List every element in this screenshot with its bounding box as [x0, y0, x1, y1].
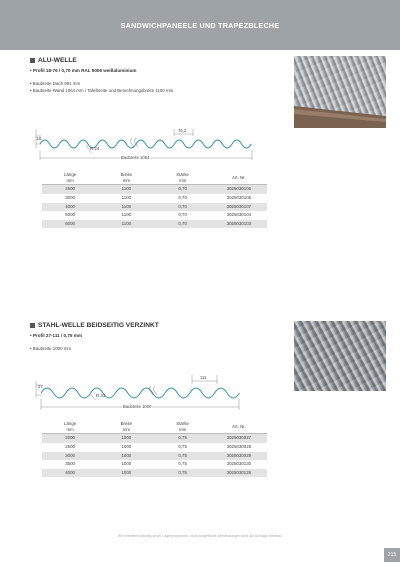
dimension-radius-label: R 24 — [90, 146, 100, 151]
section-title-alu-welle: ALU-WELLE — [30, 57, 77, 64]
profile-diagram-stahl-welle — [34, 372, 264, 417]
column-header-length: Länge mm — [64, 172, 77, 183]
page-header-title: SANDWICHPANEELE UND TRAPEZBLECHE — [120, 20, 280, 30]
section-spec: • Profil 18-76 / 0,70 mm RAL 9006 weißaluminium — [30, 68, 137, 73]
table-header-row — [42, 171, 267, 185]
table-row: 4000 1100 0,70 3025030107 — [42, 203, 267, 212]
corrugated-sheet-image — [294, 321, 386, 391]
table-row: 3000 1000 0,75 3025030029 — [42, 452, 267, 461]
dimension-pitch-label: 76,2 — [178, 128, 187, 133]
column-header-article-number: Art. Nr. — [232, 175, 246, 180]
product-photo-stahl-welle — [294, 321, 386, 391]
column-header-width: Breite mm — [120, 172, 133, 183]
table-row: 3500 1000 0,75 3025030130 — [65, 461, 252, 467]
column-header-width: Breite mm — [120, 421, 133, 432]
column-header-thickness: Stärke mm — [176, 172, 189, 183]
product-table-stahl-welle — [42, 420, 267, 477]
table-header-row — [42, 420, 267, 434]
square-bullet-icon — [30, 58, 35, 63]
square-bullet-icon — [30, 323, 35, 328]
table-row: 2000 1000 0,75 3025030027 — [42, 434, 267, 443]
bullet-item: • Baubreite 1000 mm — [30, 346, 72, 351]
corrugated-sheet-image — [294, 56, 386, 128]
dimension-width-label: Baubreite 1000 — [123, 404, 152, 409]
bullet-item: • Baubreite Wand 1064 mm / Tafelbreite und Berechnungsbreite 1100 mm — [30, 88, 174, 93]
table-row: 6000 1100 0,70 3025030103 — [42, 220, 267, 229]
table-row: 2500 1100 0,70 3025030106 — [42, 185, 267, 194]
profile-diagram-alu-welle — [34, 126, 264, 169]
dimension-width-label: Baubreite 1064 — [121, 155, 150, 160]
section-title-stahl-welle: STAHL-WELLE BEIDSEITIG VERZINKT — [30, 322, 159, 329]
dimension-height-label: 18 — [36, 136, 41, 141]
table-row: 2500 1000 0,75 3025030028 — [65, 444, 252, 449]
table-row: 3000 1100 0,70 3025030105 — [65, 195, 252, 200]
footer-note: Wir erweitern ständig unser Lagerprogramm, nicht aufgeführte Abmessungen sind auf Anfrage lieferbar. — [117, 534, 283, 538]
product-photo-alu-welle — [294, 56, 386, 128]
section-spec: • Profil 27-111 / 0,75 mm — [30, 333, 82, 338]
page-number: 215 — [384, 548, 400, 562]
column-header-thickness: Stärke mm — [176, 421, 189, 432]
page-header — [0, 0, 400, 50]
dimension-height-label: 27 — [38, 384, 43, 389]
bullet-item: • Baubreite Dach 991 mm — [30, 81, 81, 86]
dimension-radius-label: R 33 — [96, 393, 106, 398]
product-table-alu-welle — [42, 171, 267, 228]
column-header-article-number: Art. Nr. — [232, 424, 246, 429]
column-header-length: Länge mm — [64, 421, 77, 432]
dimension-pitch-label: 111 — [200, 375, 207, 380]
table-row: 4000 1000 0,75 3025030126 — [42, 469, 267, 478]
table-row: 5000 1100 0,70 3025030104 — [65, 212, 252, 218]
